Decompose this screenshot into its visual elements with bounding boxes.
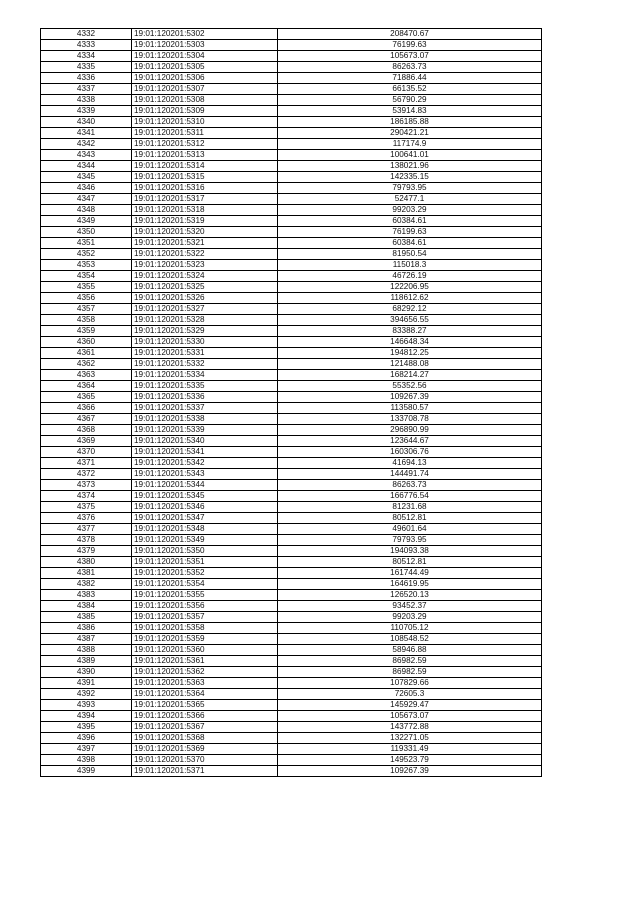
table-row	[41, 381, 542, 392]
amount-cell: 81950.54	[278, 249, 542, 260]
amount-cell: 186185.88	[278, 117, 542, 128]
table-row	[41, 84, 542, 95]
table-row	[41, 238, 542, 249]
table-row	[41, 491, 542, 502]
row-number-cell: 4377	[41, 524, 132, 535]
row-number-cell: 4387	[41, 634, 132, 645]
row-number-cell: 4366	[41, 403, 132, 414]
table-row	[41, 359, 542, 370]
row-number-cell: 4389	[41, 656, 132, 667]
row-number-cell: 4375	[41, 502, 132, 513]
amount-cell: 166776.54	[278, 491, 542, 502]
row-number-cell: 4345	[41, 172, 132, 183]
table-row	[41, 249, 542, 260]
amount-cell: 119331.49	[278, 744, 542, 755]
table-row	[41, 348, 542, 359]
table-row	[41, 282, 542, 293]
cadastral-number-cell: 19:01:120201:5304	[132, 51, 278, 62]
cadastral-number-cell: 19:01:120201:5305	[132, 62, 278, 73]
row-number-cell: 4385	[41, 612, 132, 623]
amount-cell: 76199.63	[278, 227, 542, 238]
amount-cell: 60384.61	[278, 238, 542, 249]
table-row	[41, 414, 542, 425]
row-number-cell: 4396	[41, 733, 132, 744]
row-number-cell: 4332	[41, 29, 132, 40]
table-row	[41, 722, 542, 733]
table-row	[41, 766, 542, 777]
row-number-cell: 4360	[41, 337, 132, 348]
cadastral-number-cell: 19:01:120201:5310	[132, 117, 278, 128]
cadastral-number-cell: 19:01:120201:5346	[132, 502, 278, 513]
cadastral-number-cell: 19:01:120201:5311	[132, 128, 278, 139]
amount-cell: 86263.73	[278, 480, 542, 491]
cadastral-number-cell: 19:01:120201:5312	[132, 139, 278, 150]
cadastral-number-cell: 19:01:120201:5348	[132, 524, 278, 535]
table-row	[41, 535, 542, 546]
amount-cell: 80512.81	[278, 513, 542, 524]
table-row	[41, 700, 542, 711]
table-row	[41, 106, 542, 117]
cadastral-number-cell: 19:01:120201:5358	[132, 623, 278, 634]
cadastral-number-cell: 19:01:120201:5350	[132, 546, 278, 557]
amount-cell: 110705.12	[278, 623, 542, 634]
table-row	[41, 337, 542, 348]
amount-cell: 118612.62	[278, 293, 542, 304]
amount-cell: 53914.83	[278, 106, 542, 117]
cadastral-number-cell: 19:01:120201:5335	[132, 381, 278, 392]
table-row	[41, 623, 542, 634]
cadastral-number-cell: 19:01:120201:5338	[132, 414, 278, 425]
amount-cell: 56790.29	[278, 95, 542, 106]
cadastral-number-cell: 19:01:120201:5345	[132, 491, 278, 502]
row-number-cell: 4352	[41, 249, 132, 260]
cadastral-number-cell: 19:01:120201:5349	[132, 535, 278, 546]
amount-cell: 138021.96	[278, 161, 542, 172]
table-row	[41, 128, 542, 139]
amount-cell: 161744.49	[278, 568, 542, 579]
cadastral-number-cell: 19:01:120201:5352	[132, 568, 278, 579]
table-row	[41, 315, 542, 326]
table-row	[41, 513, 542, 524]
row-number-cell: 4371	[41, 458, 132, 469]
table-row	[41, 480, 542, 491]
cadastral-number-cell: 19:01:120201:5308	[132, 95, 278, 106]
table-row	[41, 612, 542, 623]
row-number-cell: 4381	[41, 568, 132, 579]
table-row	[41, 40, 542, 51]
row-number-cell: 4361	[41, 348, 132, 359]
amount-cell: 72605.3	[278, 689, 542, 700]
table-body	[41, 29, 542, 777]
cadastral-number-cell: 19:01:120201:5336	[132, 392, 278, 403]
table-row	[41, 227, 542, 238]
table-row	[41, 260, 542, 271]
table-row	[41, 502, 542, 513]
amount-cell: 113580.57	[278, 403, 542, 414]
amount-cell: 52477.1	[278, 194, 542, 205]
amount-cell: 66135.52	[278, 84, 542, 95]
row-number-cell: 4382	[41, 579, 132, 590]
cadastral-number-cell: 19:01:120201:5368	[132, 733, 278, 744]
amount-cell: 105673.07	[278, 711, 542, 722]
cadastral-number-cell: 19:01:120201:5324	[132, 271, 278, 282]
cadastral-number-cell: 19:01:120201:5364	[132, 689, 278, 700]
amount-cell: 109267.39	[278, 392, 542, 403]
amount-cell: 60384.61	[278, 216, 542, 227]
row-number-cell: 4351	[41, 238, 132, 249]
table-row	[41, 205, 542, 216]
table-row	[41, 370, 542, 381]
cadastral-number-cell: 19:01:120201:5314	[132, 161, 278, 172]
table-row	[41, 755, 542, 766]
row-number-cell: 4335	[41, 62, 132, 73]
row-number-cell: 4369	[41, 436, 132, 447]
cadastral-number-cell: 19:01:120201:5343	[132, 469, 278, 480]
row-number-cell: 4349	[41, 216, 132, 227]
row-number-cell: 4334	[41, 51, 132, 62]
cadastral-number-cell: 19:01:120201:5367	[132, 722, 278, 733]
table-row	[41, 744, 542, 755]
cadastral-number-cell: 19:01:120201:5369	[132, 744, 278, 755]
amount-cell: 83388.27	[278, 326, 542, 337]
row-number-cell: 4399	[41, 766, 132, 777]
cadastral-number-cell: 19:01:120201:5316	[132, 183, 278, 194]
row-number-cell: 4384	[41, 601, 132, 612]
table-row	[41, 546, 542, 557]
amount-cell: 149523.79	[278, 755, 542, 766]
cadastral-number-cell: 19:01:120201:5317	[132, 194, 278, 205]
amount-cell: 79793.95	[278, 183, 542, 194]
table-row	[41, 95, 542, 106]
row-number-cell: 4342	[41, 139, 132, 150]
row-number-cell: 4374	[41, 491, 132, 502]
cadastral-number-cell: 19:01:120201:5320	[132, 227, 278, 238]
cadastral-number-cell: 19:01:120201:5323	[132, 260, 278, 271]
row-number-cell: 4354	[41, 271, 132, 282]
amount-cell: 107829.66	[278, 678, 542, 689]
cadastral-number-cell: 19:01:120201:5302	[132, 29, 278, 40]
row-number-cell: 4338	[41, 95, 132, 106]
amount-cell: 394656.55	[278, 315, 542, 326]
cadastral-number-cell: 19:01:120201:5341	[132, 447, 278, 458]
cadastral-number-cell: 19:01:120201:5332	[132, 359, 278, 370]
cadastral-number-cell: 19:01:120201:5363	[132, 678, 278, 689]
table-row	[41, 326, 542, 337]
cadastral-number-cell: 19:01:120201:5357	[132, 612, 278, 623]
amount-cell: 145929.47	[278, 700, 542, 711]
table-row	[41, 645, 542, 656]
amount-cell: 117174.9	[278, 139, 542, 150]
amount-cell: 100641.01	[278, 150, 542, 161]
row-number-cell: 4393	[41, 700, 132, 711]
cadastral-number-cell: 19:01:120201:5319	[132, 216, 278, 227]
amount-cell: 49601.64	[278, 524, 542, 535]
amount-cell: 41694.13	[278, 458, 542, 469]
amount-cell: 290421.21	[278, 128, 542, 139]
table-row	[41, 139, 542, 150]
cadastral-number-cell: 19:01:120201:5307	[132, 84, 278, 95]
amount-cell: 108548.52	[278, 634, 542, 645]
table-row	[41, 711, 542, 722]
table-row	[41, 150, 542, 161]
table-row	[41, 447, 542, 458]
cadastral-number-cell: 19:01:120201:5355	[132, 590, 278, 601]
amount-cell: 86263.73	[278, 62, 542, 73]
cadastral-number-cell: 19:01:120201:5321	[132, 238, 278, 249]
table-row	[41, 304, 542, 315]
row-number-cell: 4339	[41, 106, 132, 117]
table-row	[41, 524, 542, 535]
table-row	[41, 656, 542, 667]
amount-cell: 164619.95	[278, 579, 542, 590]
row-number-cell: 4392	[41, 689, 132, 700]
amount-cell: 194093.38	[278, 546, 542, 557]
table-row	[41, 62, 542, 73]
cadastral-number-cell: 19:01:120201:5371	[132, 766, 278, 777]
table-row	[41, 689, 542, 700]
table-row	[41, 392, 542, 403]
row-number-cell: 4340	[41, 117, 132, 128]
row-number-cell: 4348	[41, 205, 132, 216]
cadastral-number-cell: 19:01:120201:5362	[132, 667, 278, 678]
cadastral-number-cell: 19:01:120201:5327	[132, 304, 278, 315]
amount-cell: 194812.25	[278, 348, 542, 359]
row-number-cell: 4376	[41, 513, 132, 524]
amount-cell: 122206.95	[278, 282, 542, 293]
cadastral-number-cell: 19:01:120201:5328	[132, 315, 278, 326]
amount-cell: 160306.76	[278, 447, 542, 458]
row-number-cell: 4362	[41, 359, 132, 370]
amount-cell: 68292.12	[278, 304, 542, 315]
row-number-cell: 4383	[41, 590, 132, 601]
table-row	[41, 469, 542, 480]
amount-cell: 81231.68	[278, 502, 542, 513]
row-number-cell: 4388	[41, 645, 132, 656]
cadastral-number-cell: 19:01:120201:5366	[132, 711, 278, 722]
amount-cell: 46726.19	[278, 271, 542, 282]
amount-cell: 123644.67	[278, 436, 542, 447]
row-number-cell: 4341	[41, 128, 132, 139]
row-number-cell: 4397	[41, 744, 132, 755]
row-number-cell: 4364	[41, 381, 132, 392]
cadastral-number-cell: 19:01:120201:5325	[132, 282, 278, 293]
table-row	[41, 436, 542, 447]
table-row	[41, 216, 542, 227]
table-row	[41, 678, 542, 689]
cadastral-number-cell: 19:01:120201:5361	[132, 656, 278, 667]
row-number-cell: 4386	[41, 623, 132, 634]
table-row	[41, 183, 542, 194]
amount-cell: 168214.27	[278, 370, 542, 381]
amount-cell: 296890.99	[278, 425, 542, 436]
amount-cell: 79793.95	[278, 535, 542, 546]
amount-cell: 55352.56	[278, 381, 542, 392]
cadastral-number-cell: 19:01:120201:5331	[132, 348, 278, 359]
table-row	[41, 29, 542, 40]
table-row	[41, 557, 542, 568]
row-number-cell: 4394	[41, 711, 132, 722]
table-row	[41, 194, 542, 205]
row-number-cell: 4347	[41, 194, 132, 205]
amount-cell: 80512.81	[278, 557, 542, 568]
row-number-cell: 4336	[41, 73, 132, 84]
table-row	[41, 161, 542, 172]
row-number-cell: 4370	[41, 447, 132, 458]
row-number-cell: 4398	[41, 755, 132, 766]
cadastral-number-cell: 19:01:120201:5356	[132, 601, 278, 612]
cadastral-number-cell: 19:01:120201:5354	[132, 579, 278, 590]
row-number-cell: 4359	[41, 326, 132, 337]
cadastral-number-cell: 19:01:120201:5347	[132, 513, 278, 524]
table-row	[41, 733, 542, 744]
cadastral-number-cell: 19:01:120201:5313	[132, 150, 278, 161]
cadastral-number-cell: 19:01:120201:5309	[132, 106, 278, 117]
row-number-cell: 4367	[41, 414, 132, 425]
amount-cell: 121488.08	[278, 359, 542, 370]
row-number-cell: 4363	[41, 370, 132, 381]
table-row	[41, 601, 542, 612]
table-row	[41, 579, 542, 590]
amount-cell: 86982.59	[278, 667, 542, 678]
amount-cell: 105673.07	[278, 51, 542, 62]
row-number-cell: 4343	[41, 150, 132, 161]
row-number-cell: 4390	[41, 667, 132, 678]
table-row	[41, 634, 542, 645]
table-row	[41, 271, 542, 282]
amount-cell: 99203.29	[278, 612, 542, 623]
table-row	[41, 117, 542, 128]
amount-cell: 99203.29	[278, 205, 542, 216]
amount-cell: 142335.15	[278, 172, 542, 183]
cadastral-number-cell: 19:01:120201:5351	[132, 557, 278, 568]
cadastral-number-cell: 19:01:120201:5303	[132, 40, 278, 51]
amount-cell: 86982.59	[278, 656, 542, 667]
cadastral-number-cell: 19:01:120201:5370	[132, 755, 278, 766]
row-number-cell: 4391	[41, 678, 132, 689]
amount-cell: 93452.37	[278, 601, 542, 612]
table-row	[41, 51, 542, 62]
row-number-cell: 4358	[41, 315, 132, 326]
row-number-cell: 4365	[41, 392, 132, 403]
row-number-cell: 4368	[41, 425, 132, 436]
row-number-cell: 4379	[41, 546, 132, 557]
table-row	[41, 293, 542, 304]
amount-cell: 133708.78	[278, 414, 542, 425]
cadastral-number-cell: 19:01:120201:5360	[132, 645, 278, 656]
row-number-cell: 4378	[41, 535, 132, 546]
row-number-cell: 4337	[41, 84, 132, 95]
cadastral-number-cell: 19:01:120201:5365	[132, 700, 278, 711]
row-number-cell: 4333	[41, 40, 132, 51]
cadastral-number-cell: 19:01:120201:5322	[132, 249, 278, 260]
table-row	[41, 458, 542, 469]
row-number-cell: 4344	[41, 161, 132, 172]
cadastral-number-cell: 19:01:120201:5340	[132, 436, 278, 447]
cadastral-number-cell: 19:01:120201:5315	[132, 172, 278, 183]
amount-cell: 71886.44	[278, 73, 542, 84]
table-row	[41, 425, 542, 436]
cadastral-number-cell: 19:01:120201:5339	[132, 425, 278, 436]
cadastral-number-cell: 19:01:120201:5330	[132, 337, 278, 348]
cadastral-number-cell: 19:01:120201:5329	[132, 326, 278, 337]
amount-cell: 115018.3	[278, 260, 542, 271]
row-number-cell: 4395	[41, 722, 132, 733]
amount-cell: 143772.88	[278, 722, 542, 733]
table-row	[41, 667, 542, 678]
table-row	[41, 73, 542, 84]
row-number-cell: 4373	[41, 480, 132, 491]
cadastral-number-cell: 19:01:120201:5359	[132, 634, 278, 645]
amount-cell: 208470.67	[278, 29, 542, 40]
table-row	[41, 568, 542, 579]
row-number-cell: 4380	[41, 557, 132, 568]
table-row	[41, 172, 542, 183]
row-number-cell: 4357	[41, 304, 132, 315]
amount-cell: 144491.74	[278, 469, 542, 480]
amount-cell: 146648.34	[278, 337, 542, 348]
cadastral-number-cell: 19:01:120201:5342	[132, 458, 278, 469]
cadastral-number-cell: 19:01:120201:5344	[132, 480, 278, 491]
row-number-cell: 4346	[41, 183, 132, 194]
cadastral-number-cell: 19:01:120201:5326	[132, 293, 278, 304]
amount-cell: 132271.05	[278, 733, 542, 744]
row-number-cell: 4355	[41, 282, 132, 293]
amount-cell: 109267.39	[278, 766, 542, 777]
cadastral-number-cell: 19:01:120201:5334	[132, 370, 278, 381]
cadastral-number-cell: 19:01:120201:5337	[132, 403, 278, 414]
amount-cell: 126520.13	[278, 590, 542, 601]
row-number-cell: 4353	[41, 260, 132, 271]
data-table	[40, 28, 542, 777]
cadastral-number-cell: 19:01:120201:5318	[132, 205, 278, 216]
amount-cell: 58946.88	[278, 645, 542, 656]
row-number-cell: 4356	[41, 293, 132, 304]
table-row	[41, 590, 542, 601]
amount-cell: 76199.63	[278, 40, 542, 51]
row-number-cell: 4350	[41, 227, 132, 238]
row-number-cell: 4372	[41, 469, 132, 480]
cadastral-number-cell: 19:01:120201:5306	[132, 73, 278, 84]
table-row	[41, 403, 542, 414]
